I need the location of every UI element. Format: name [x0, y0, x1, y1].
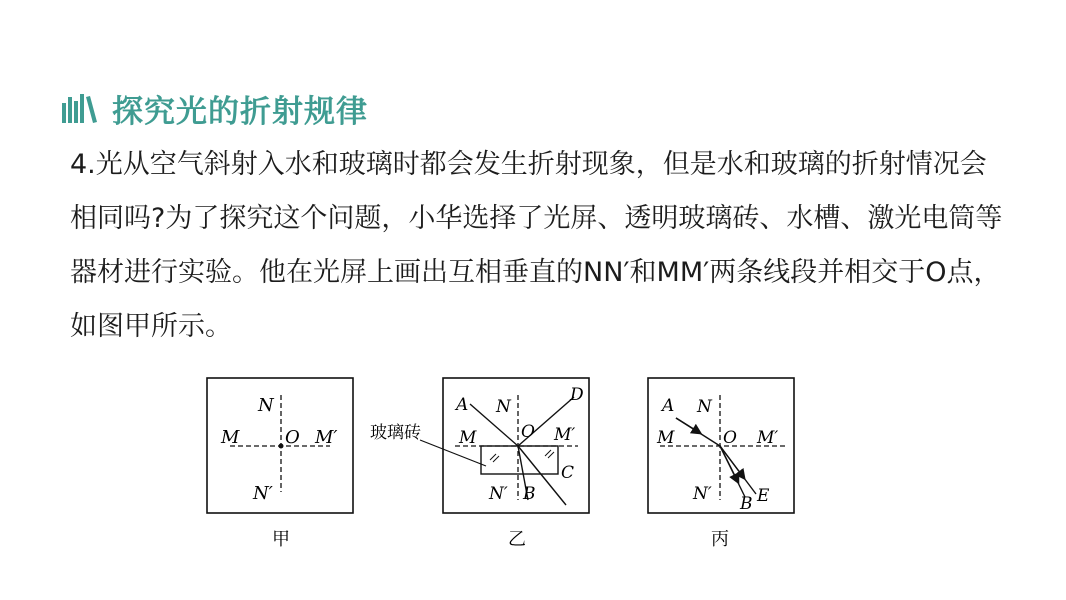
figure-jia: [207, 378, 353, 513]
bing-label-n-prime: N′: [693, 484, 712, 504]
yi-label-o: O: [521, 422, 535, 442]
section-title: 探究光的折射规律: [112, 93, 368, 130]
jia-label-m-prime: M′: [315, 427, 338, 448]
yi-label-c: C: [561, 463, 575, 483]
caption-bing: 丙: [711, 529, 729, 550]
yi-callout-glass: 玻璃砖: [370, 423, 421, 443]
yi-label-d: D: [570, 385, 584, 405]
yi-label-a: A: [456, 395, 469, 415]
caption-jia: 甲: [272, 529, 290, 550]
question-text: 4.光从空气斜射入水和玻璃时都会发生折射现象，但是水和玻璃的折射情况会相同吗?为了探究这个问题，小华选择了光屏、透明玻璃砖、水槽、激光电筒等器材进行实验。他在光屏上画出互相垂直的NN′和MM′两条线段并相交于O点，如图甲所示。: [70, 149, 1003, 342]
yi-label-m: M: [459, 428, 477, 448]
bing-label-n: N: [697, 397, 712, 417]
bing-label-a: A: [662, 396, 675, 416]
bing-label-b: B: [740, 494, 753, 514]
yi-label-m-prime: M′: [554, 425, 576, 445]
jia-label-m: M: [221, 427, 240, 448]
figure-yi: [370, 378, 589, 513]
bing-label-m-prime: M′: [757, 428, 779, 448]
caption-yi: 乙: [508, 529, 526, 550]
bing-label-e: E: [757, 486, 770, 506]
figure-bing: [648, 378, 794, 514]
jia-label-n-prime: N′: [253, 483, 273, 504]
bing-label-o: O: [723, 428, 737, 448]
jia-label-n: N: [258, 395, 274, 416]
yi-label-n-prime: N′: [489, 484, 508, 504]
bing-label-m: M: [657, 428, 675, 448]
yi-label-b: B: [523, 484, 536, 504]
jia-label-o: O: [285, 427, 300, 448]
yi-label-n: N: [496, 397, 511, 417]
